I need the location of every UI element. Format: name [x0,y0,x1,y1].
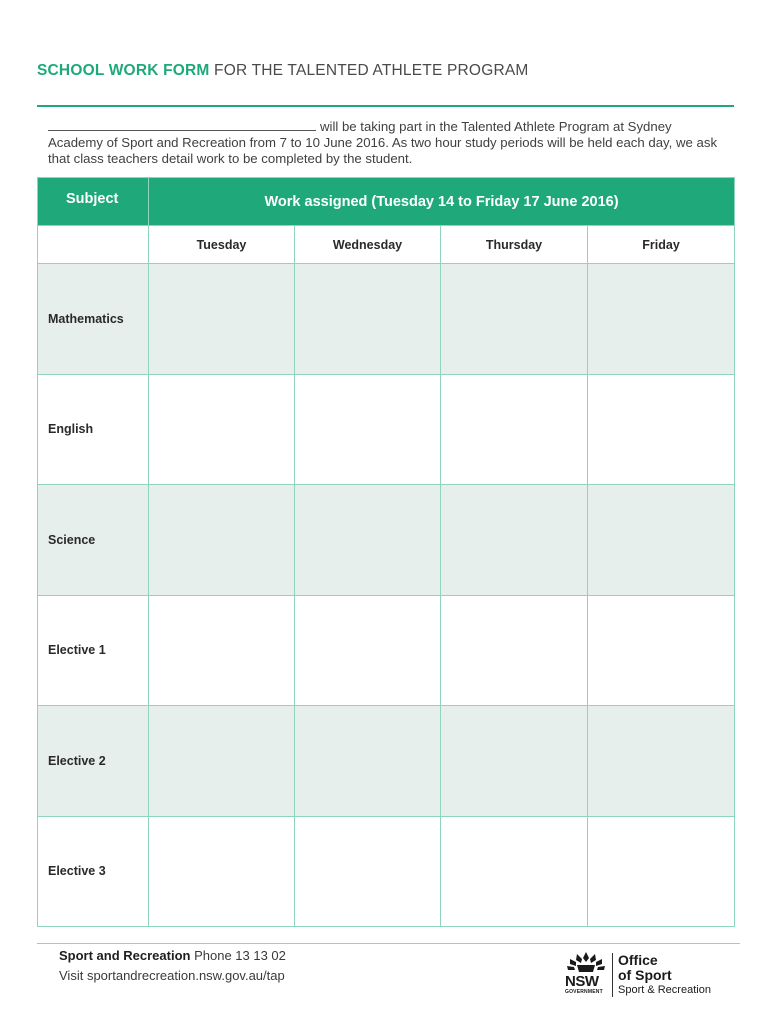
work-assigned-header: Work assigned (Tuesday 14 to Friday 17 June 2016) [149,178,735,226]
form-title [37,62,529,80]
intro-paragraph [48,119,728,167]
work-cell[interactable] [588,706,735,817]
work-cell[interactable] [588,374,735,485]
day-header-thursday: Thursday [441,226,588,264]
work-cell[interactable] [149,595,295,706]
work-cell[interactable] [441,264,588,375]
subject-label: Elective 2 [38,706,149,817]
subject-label: Elective 3 [38,816,149,927]
subject-label: Science [38,485,149,596]
footer-divider [37,943,740,944]
table-row [38,816,735,927]
table-row [38,264,735,375]
subject-label: English [38,374,149,485]
work-cell[interactable] [149,374,295,485]
logo-line2: of Sport [618,967,672,983]
title-divider [37,105,734,107]
work-cell[interactable] [295,485,441,596]
work-cell[interactable] [295,706,441,817]
form-title-rest: FOR THE TALENTED ATHLETE PROGRAM [209,62,529,79]
student-name-field[interactable] [48,119,316,131]
table-row [38,374,735,485]
day-header-friday: Friday [588,226,735,264]
subject-header: Subject [38,178,149,226]
footer-org: Sport and Recreation [59,948,191,963]
footer-phone: Phone 13 13 02 [190,948,286,963]
work-cell[interactable] [149,816,295,927]
intro-text: will be taking part in the Talented Athlete Program at Sydney Academy of Sport and Recreation from 7 to 10 June 2016. As two hour study periods will be held each day, we ask that class teachers detail work to be completed by the student. [48,119,718,166]
work-cell[interactable] [588,816,735,927]
logo-nsw: NSW [565,973,599,990]
work-table [37,177,735,927]
work-cell[interactable] [149,706,295,817]
footer-contact [59,948,286,963]
work-cell[interactable] [441,706,588,817]
work-cell[interactable] [441,595,588,706]
work-cell[interactable] [588,485,735,596]
work-cell[interactable] [441,485,588,596]
table-row [38,706,735,817]
nsw-office-of-sport-logo [563,951,733,1001]
work-cell[interactable] [588,595,735,706]
subject-label: Mathematics [38,264,149,375]
work-cell[interactable] [149,264,295,375]
work-cell[interactable] [295,595,441,706]
empty-corner-cell [38,226,149,264]
logo-divider [612,953,613,997]
work-cell[interactable] [295,264,441,375]
work-cell[interactable] [295,374,441,485]
day-header-tuesday: Tuesday [149,226,295,264]
work-cell[interactable] [441,374,588,485]
table-row [38,595,735,706]
footer-url-link[interactable]: sportandrecreation.nsw.gov.au/tap [86,968,285,983]
work-cell[interactable] [588,264,735,375]
form-title-bold: SCHOOL WORK FORM [37,62,210,79]
logo-line1: Office [618,952,658,968]
logo-line3: Sport & Recreation [618,984,711,996]
footer-visit [59,968,285,983]
work-cell[interactable] [149,485,295,596]
footer-visit-label: Visit [59,968,87,983]
work-cell[interactable] [441,816,588,927]
day-header-wednesday: Wednesday [295,226,441,264]
work-cell[interactable] [295,816,441,927]
days-row [38,226,735,264]
table-header-row [38,178,735,226]
logo-government: GOVERNMENT [565,989,603,995]
subject-label: Elective 1 [38,595,149,706]
table-row [38,485,735,596]
